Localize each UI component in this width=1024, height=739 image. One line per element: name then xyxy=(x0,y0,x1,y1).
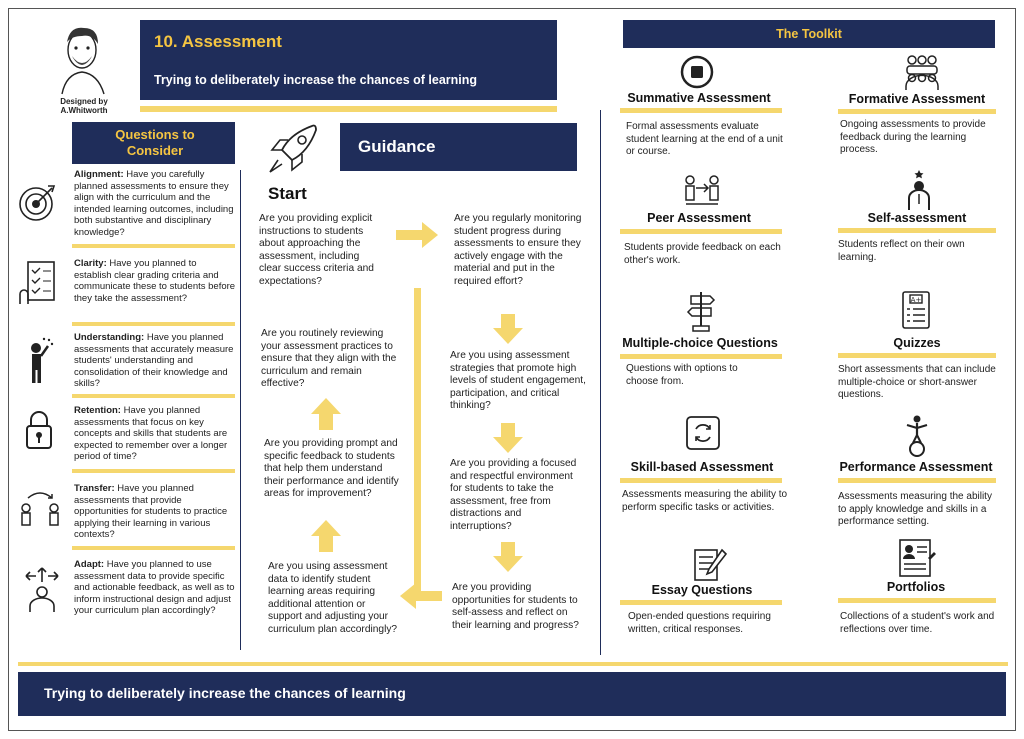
peers-exchange-icon xyxy=(682,172,722,208)
toolkit-title-portfolios: Portfolios xyxy=(886,580,946,594)
toolkit-title-underline xyxy=(838,109,996,114)
question-divider xyxy=(72,469,235,473)
designer-credit: Designed by A.Whitworth xyxy=(60,97,108,115)
toolkit-desc-peer: Students provide feedback on each other's work. xyxy=(624,242,781,266)
signpost-icon xyxy=(686,290,716,332)
toolkit-title-underline xyxy=(620,600,782,605)
arrow-right-icon xyxy=(396,222,438,248)
start-label: Start xyxy=(268,184,307,203)
toolkit-desc-quizzes: Short assessments that can include multiple-choice or short-answer questions. xyxy=(838,364,996,400)
toolkit-title-underline xyxy=(620,108,782,113)
padlock-icon xyxy=(24,410,54,450)
arrow-up-icon xyxy=(311,520,341,552)
toolkit-title-underline xyxy=(838,228,996,233)
group-icon xyxy=(902,52,942,90)
page-title: 10. Assessment xyxy=(154,32,282,51)
toolkit-title-multiple-choice: Multiple-choice Questions xyxy=(622,336,778,350)
question-divider xyxy=(72,322,235,326)
question-divider xyxy=(72,244,235,248)
unicycle-icon xyxy=(903,415,931,457)
resume-icon xyxy=(898,538,936,578)
toolkit-title-underline xyxy=(838,478,996,483)
question-adapt: Adapt: Have you planned to use assessment data to provide specific and actionable feedback, as well as to inform instructional design and adjust your curriculum plan accordingly? xyxy=(74,559,235,617)
checklist-icon xyxy=(18,260,58,304)
toolkit-desc-skill-based: Assessments measuring the ability to perform specific tasks or activities. xyxy=(622,489,788,513)
toolkit-desc-essay: Open-ended questions requiring written, critical responses. xyxy=(628,611,771,635)
guidance-divider xyxy=(600,110,601,655)
header-underline xyxy=(140,106,557,112)
target-icon xyxy=(16,182,56,222)
footer-topline xyxy=(18,662,1008,666)
toolkit-title-underline xyxy=(838,598,996,603)
footer-text: Trying to deliberately increase the chances of learning xyxy=(44,685,406,701)
guidance-heading: Guidance xyxy=(358,137,436,156)
toolkit-desc-self: Students reflect on their own learning. xyxy=(838,239,965,263)
toolkit-title-underline xyxy=(620,354,782,359)
crossroads-icon xyxy=(22,566,62,612)
question-clarity: Clarity: Have you planned to establish clear grading criteria and communicate these to students before they take the assessment? xyxy=(74,258,236,304)
toolkit-title-underline xyxy=(620,229,782,234)
toolkit-title-skill-based: Skill-based Assessment xyxy=(630,460,774,474)
arrow-down-icon xyxy=(493,423,523,453)
toolkit-title-underline xyxy=(838,353,996,358)
arrow-down-icon xyxy=(493,314,523,344)
question-alignment: Alignment: Have you carefully planned assessments to ensure they align with the curriculum and the intended learning outcomes, including both substantive and disciplinary knowledge? xyxy=(74,169,234,238)
toolkit-heading: The Toolkit xyxy=(776,27,842,41)
avatar-sketch-icon xyxy=(52,20,112,96)
question-understanding: Understanding: Have you planned assessments that accurately measure students' understanding and consolidation of their knowledge and skills? xyxy=(74,332,234,390)
exchange-icon xyxy=(18,488,62,528)
guidance-step-2: Are you regularly monitoring student progress during assessments to ensure they actively engage with the material and put in the required effort? xyxy=(454,213,582,287)
toolkit-title-formative: Formative Assessment xyxy=(848,92,986,106)
rocket-icon xyxy=(268,122,320,176)
guidance-step-3: Are you using assessment strategies that promote high levels of student engagement, participation, and critical thinking? xyxy=(450,350,586,412)
guidance-step-5: Are you providing opportunities for students to self-assess and reflect on their learning and progress? xyxy=(452,582,579,631)
pen-paper-icon xyxy=(692,546,728,582)
toolkit-desc-multiple-choice: Questions with options to choose from. xyxy=(626,363,738,387)
toolkit-title-quizzes: Quizzes xyxy=(893,336,941,350)
toolkit-title-performance: Performance Assessment xyxy=(839,460,993,474)
toolkit-desc-formative: Ongoing assessments to provide feedback during the learning process. xyxy=(840,119,986,155)
guidance-step-8: Are you routinely reviewing your assessment practices to ensure that they align with the curriculum and remain effective? xyxy=(261,328,397,390)
guidance-step-6: Are you using assessment data to identify student learning areas requiring additional attention or support and adjusting your curriculum plan accordingly? xyxy=(268,561,398,635)
thinking-person-icon xyxy=(20,336,54,384)
arrow-left-icon xyxy=(400,583,442,609)
arrow-up-icon xyxy=(311,398,341,430)
guidance-step-1: Are you providing explicit instructions to students about approaching the assessment, including clear success criteria and expectations? xyxy=(259,213,374,287)
question-transfer: Transfer: Have you planned assessments that provide opportunities for students to practice applying their learning in various contexts? xyxy=(74,483,228,541)
guidance-step-7: Are you providing prompt and specific feedback to students that help them understand their performance and identify areas for improvement? xyxy=(264,438,399,500)
page-subtitle: Trying to deliberately increase the chances of learning xyxy=(154,73,478,87)
toolkit-desc-performance: Assessments measuring the ability to apply knowledge and skills in a performance setting. xyxy=(838,491,992,527)
arrow-down-icon xyxy=(493,542,523,572)
flow-line xyxy=(414,288,421,598)
questions-divider xyxy=(240,170,241,650)
toolkit-title-essay: Essay Questions xyxy=(651,583,753,597)
stop-button-icon xyxy=(679,54,715,90)
question-divider xyxy=(72,394,235,398)
guidance-step-4: Are you providing a focused and respectful environment for students to take the assessment, free from distractions and interruptions? xyxy=(450,458,577,532)
toolkit-desc-portfolios: Collections of a student's work and reflections over time. xyxy=(840,611,995,635)
questions-heading: Questions to Consider xyxy=(115,127,195,158)
star-person-icon xyxy=(904,170,934,210)
toolkit-desc-summative: Formal assessments evaluate student learning at the end of a unit or course. xyxy=(626,121,783,157)
toolkit-title-self: Self-assessment xyxy=(867,211,967,225)
svg-text:A+: A+ xyxy=(910,296,922,304)
question-divider xyxy=(72,546,235,550)
toolkit-title-peer: Peer Assessment xyxy=(647,211,751,225)
cycle-square-icon xyxy=(685,415,721,451)
toolkit-title-underline xyxy=(620,478,782,483)
toolkit-title-summative: Summative Assessment xyxy=(627,91,771,105)
quiz-sheet-icon xyxy=(900,290,932,330)
question-retention: Retention: Have you planned assessments that focus on key concepts and skills that students are expected to remember over a longer period of time? xyxy=(74,405,228,463)
